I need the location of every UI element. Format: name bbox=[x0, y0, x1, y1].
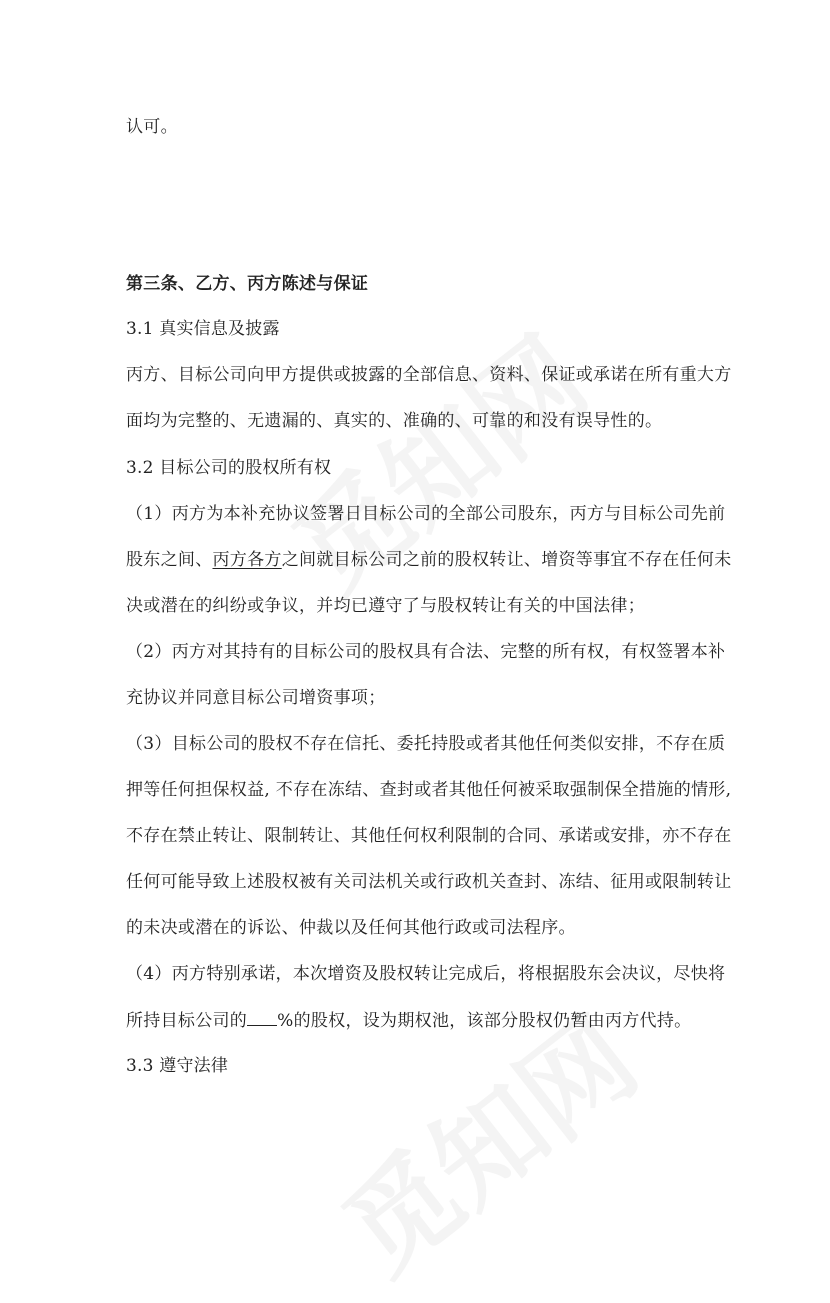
paragraph-line: （3）目标公司的股权不存在信托、委托持股或者其他任何类似安排，不存在质 bbox=[126, 734, 726, 754]
paragraph-line: （1）丙方为本补充协议签署日目标公司的全部公司股东，丙方与目标公司先前 bbox=[126, 504, 726, 524]
paragraph-line: 任何可能导致上述股权被有关司法机关或行政机关查封、冻结、征用或限制转让 bbox=[126, 872, 732, 892]
paragraph-line bbox=[126, 1009, 691, 1032]
text-run: 之间就目标公司之前的股权转让、增资等事宜不存在任何未 bbox=[281, 550, 732, 570]
paragraph-line: 认可。 bbox=[126, 117, 178, 137]
section-title: 3.3 遵守法律 bbox=[126, 1056, 229, 1076]
fill-in-blank bbox=[247, 1009, 277, 1026]
paragraph-line: 不存在禁止转让、限制转让、其他任何权利限制的合同、承诺或安排，亦不存在 bbox=[126, 826, 732, 846]
paragraph-line: 押等任何担保权益, 不存在冻结、查封或者其他任何被采取强制保全措施的情形, bbox=[126, 780, 732, 800]
section-title: 3.2 目标公司的股权所有权 bbox=[126, 458, 332, 478]
paragraph-line: 决或潜在的纠纷或争议，并均已遵守了与股权转让有关的中国法律； bbox=[126, 596, 645, 616]
paragraph-line: （4）丙方特别承诺，本次增资及股权转让完成后，将根据股东会决议，尽快将 bbox=[126, 964, 726, 984]
text-run: 所持目标公司的 bbox=[126, 1011, 248, 1031]
paragraph-line: 丙方、目标公司向甲方提供或披露的全部信息、资料、保证或承诺在所有重大方 bbox=[126, 365, 732, 385]
article-heading: 第三条、乙方、丙方陈述与保证 bbox=[126, 274, 369, 294]
text-run: %的股权，设为期权池，该部分股权仍暂由丙方代持。 bbox=[277, 1011, 692, 1031]
paragraph-line: 面均为完整的、无遗漏的、真实的、准确的、可靠的和没有误导性的。 bbox=[126, 411, 663, 431]
section-title: 3.1 真实信息及披露 bbox=[126, 319, 280, 339]
paragraph-line: （2）丙方对其持有的目标公司的股权具有合法、完整的所有权，有权签署本补 bbox=[126, 642, 726, 662]
underlined-term: 丙方各方 bbox=[212, 550, 282, 570]
paragraph-line bbox=[126, 549, 732, 571]
paragraph-line: 充协议并同意目标公司增资事项； bbox=[126, 688, 386, 708]
paragraph-line: 的未决或潜在的诉讼、仲裁以及任何其他行政或司法程序。 bbox=[126, 918, 576, 938]
text-run: 股东之间、 bbox=[126, 550, 213, 570]
